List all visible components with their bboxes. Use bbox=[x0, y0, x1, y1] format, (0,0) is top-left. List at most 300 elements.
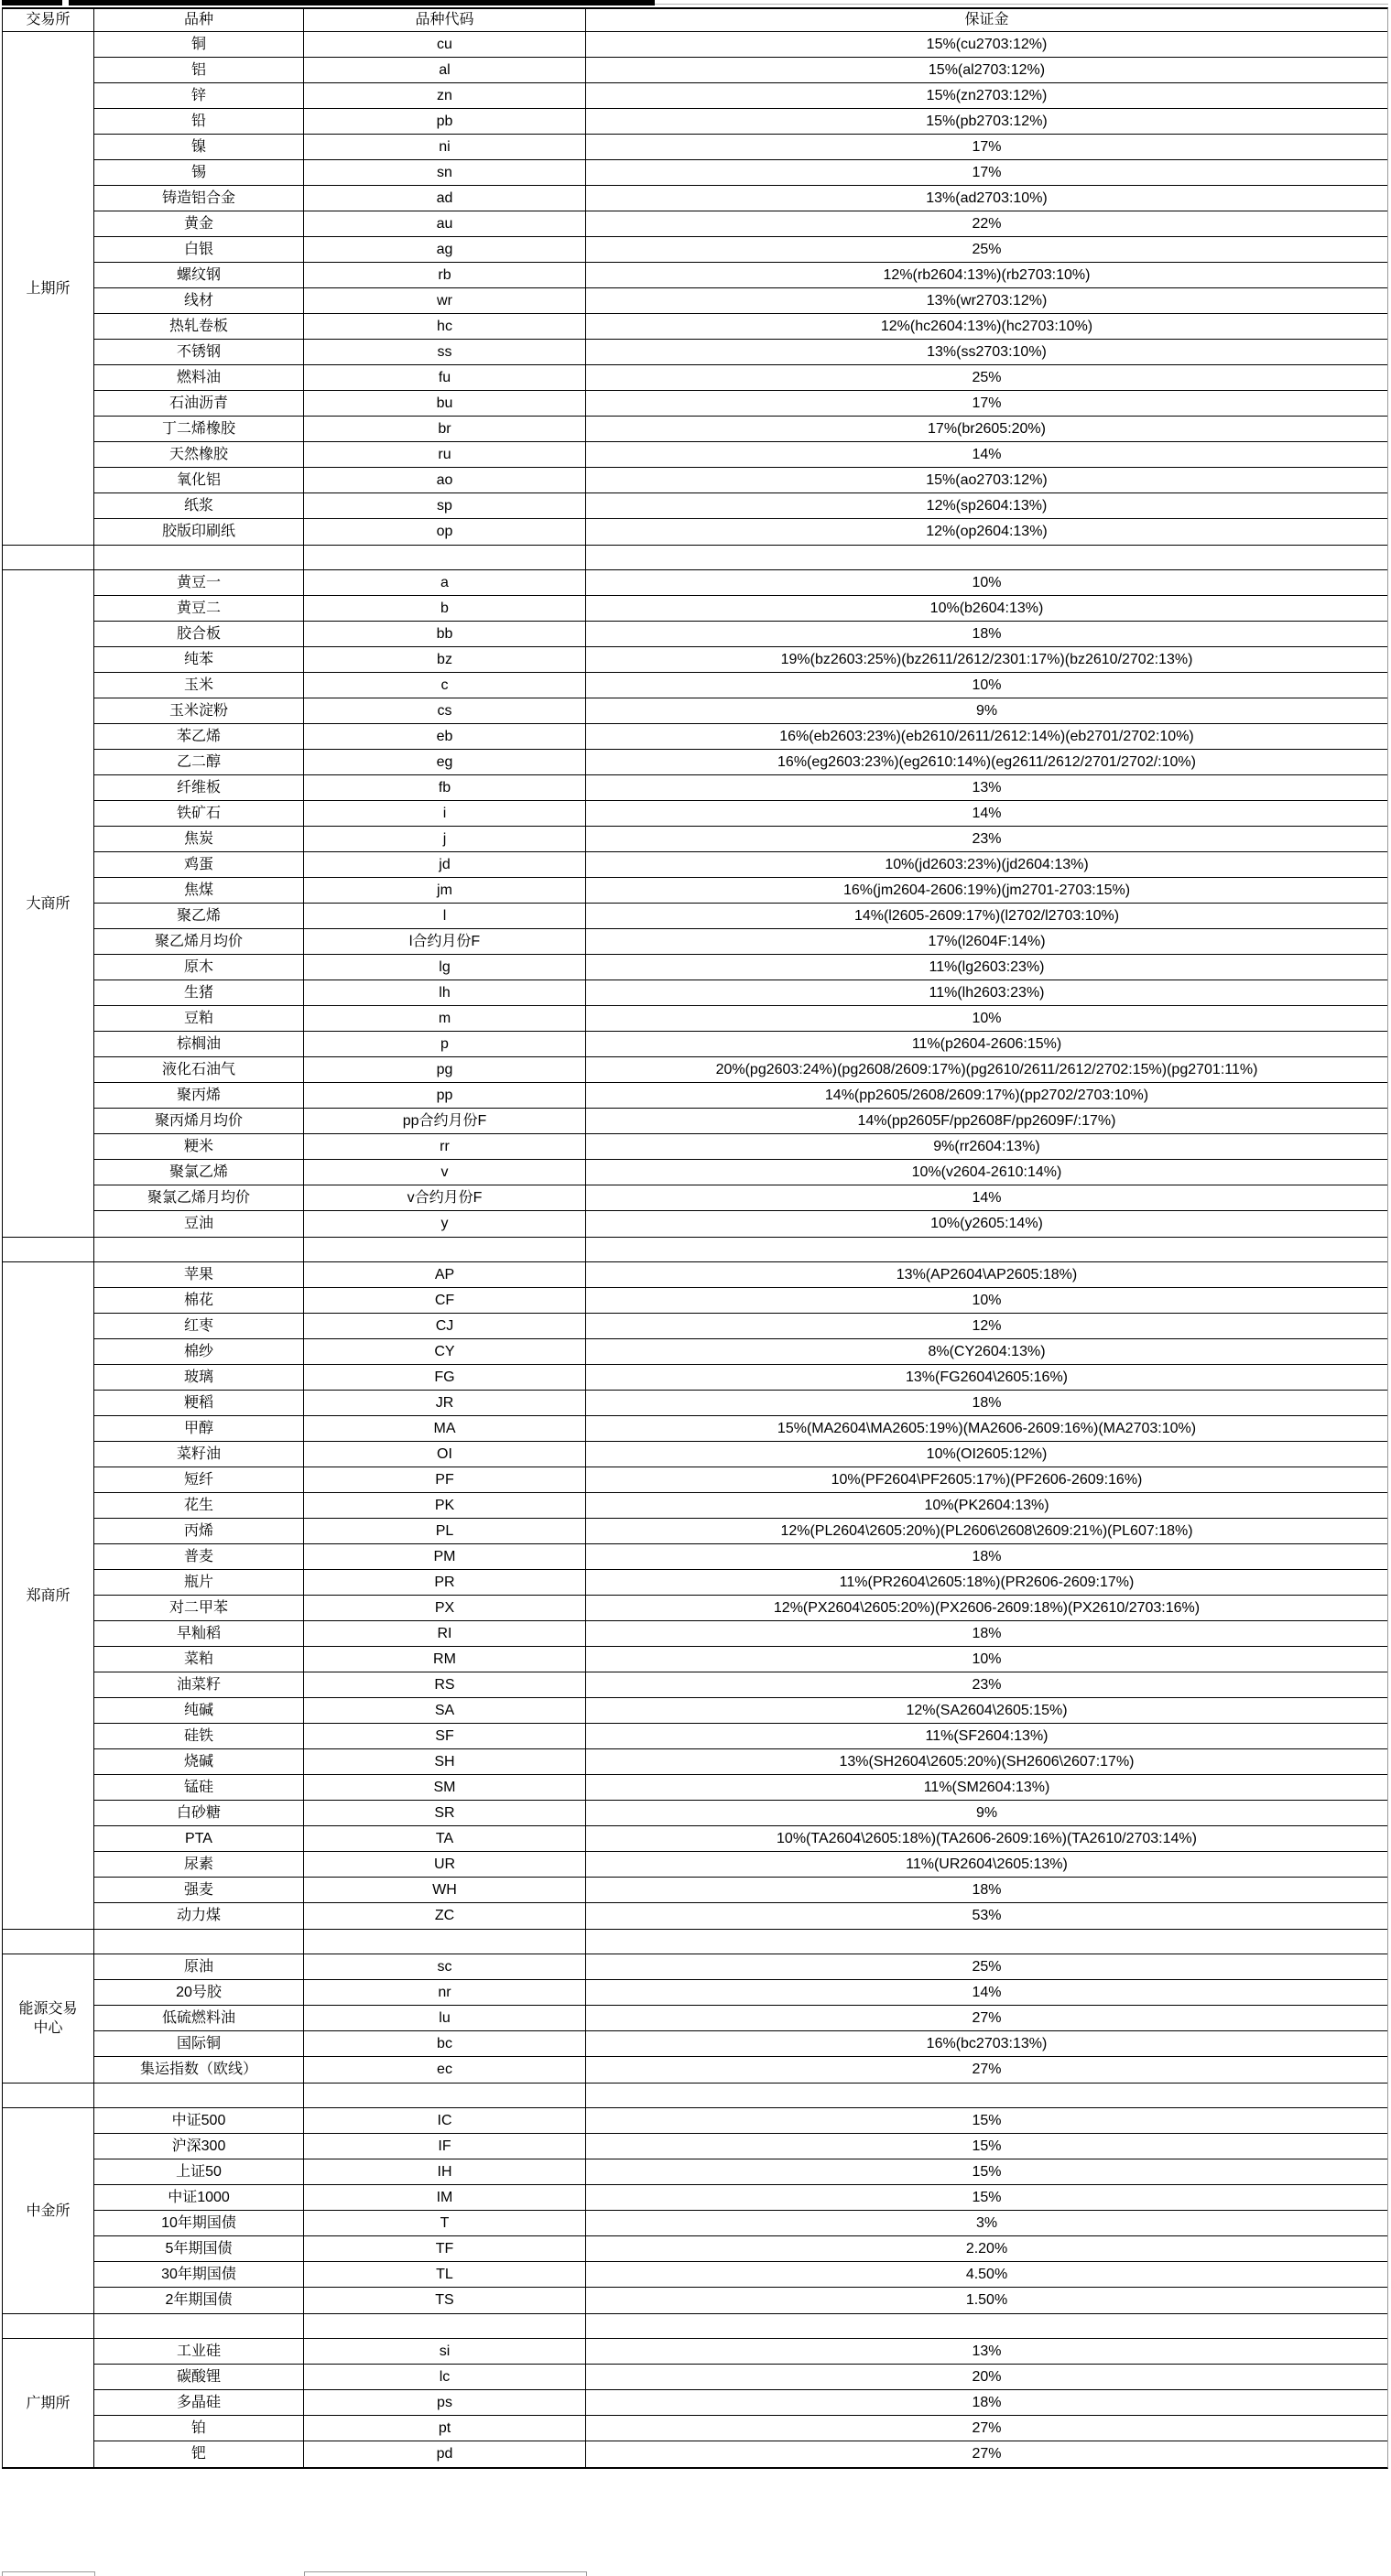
table-row bbox=[94, 1467, 1387, 1493]
table-row bbox=[94, 365, 1387, 391]
bottom-empty-area bbox=[0, 2469, 1391, 2576]
variety-cell: 天然橡胶 bbox=[94, 442, 304, 467]
variety-code-cell: b bbox=[304, 596, 586, 621]
table-row bbox=[94, 775, 1387, 801]
table-row bbox=[94, 340, 1387, 365]
table-row bbox=[94, 1339, 1387, 1365]
table-row bbox=[94, 1211, 1387, 1237]
table-row bbox=[94, 1391, 1387, 1416]
margin-cell: 10%(jd2603:23%)(jd2604:13%) bbox=[885, 857, 1089, 872]
margin-table bbox=[2, 7, 1388, 2469]
table-row bbox=[94, 1801, 1387, 1826]
variety-code-cell: PF bbox=[304, 1467, 586, 1492]
table-row bbox=[94, 750, 1387, 775]
table-row bbox=[94, 2441, 1387, 2467]
variety-code-cell: lu bbox=[304, 2006, 586, 2030]
separator-row bbox=[3, 2313, 1387, 2339]
variety-cell: 热轧卷板 bbox=[94, 314, 304, 339]
margin-cell: 10% bbox=[972, 1011, 1002, 1026]
variety-cell: 液化石油气 bbox=[94, 1057, 304, 1082]
table-body bbox=[3, 32, 1387, 2467]
table-row bbox=[94, 1826, 1387, 1852]
variety-cell: 丙烯 bbox=[94, 1519, 304, 1543]
margin-cell: 17% bbox=[972, 165, 1002, 180]
variety-code-cell: ss bbox=[304, 340, 586, 364]
clipped-cell-sliver bbox=[69, 0, 655, 5]
table-row bbox=[94, 83, 1387, 109]
margin-cell: 10%(PK2604:13%) bbox=[924, 1498, 1049, 1513]
margin-cell: 16%(eb2603:23%)(eb2610/2611/2612:14%)(eb2701/2702:10%) bbox=[779, 729, 1194, 744]
variety-code-cell: ps bbox=[304, 2390, 586, 2415]
margin-cell: 14% bbox=[972, 447, 1002, 462]
margin-cell: 15% bbox=[972, 2164, 1002, 2180]
margin-cell: 10% bbox=[972, 1293, 1002, 1308]
variety-cell: 棉花 bbox=[94, 1288, 304, 1313]
variety-cell: 尿素 bbox=[94, 1852, 304, 1877]
table-row bbox=[94, 2262, 1387, 2288]
exchange-name-cell bbox=[3, 1954, 94, 2083]
variety-cell: 纤维板 bbox=[94, 775, 304, 800]
separator-cell bbox=[304, 2084, 586, 2107]
variety-cell: 铅 bbox=[94, 109, 304, 134]
table-row bbox=[94, 1442, 1387, 1467]
separator-cell bbox=[304, 1930, 586, 1954]
exchange-name-cell bbox=[3, 1262, 94, 1929]
header-exchange: 交易所 bbox=[3, 9, 94, 31]
variety-code-cell: ni bbox=[304, 135, 586, 159]
variety-code-cell: AP bbox=[304, 1262, 586, 1287]
variety-code-cell: JR bbox=[304, 1391, 586, 1415]
variety-cell: 30年期国债 bbox=[94, 2262, 304, 2287]
variety-cell: 甲醇 bbox=[94, 1416, 304, 1441]
variety-code-cell: sc bbox=[304, 1954, 586, 1979]
separator-cell bbox=[94, 1930, 304, 1954]
variety-code-cell: ru bbox=[304, 442, 586, 467]
separator-row bbox=[3, 545, 1387, 570]
variety-cell: 铜 bbox=[94, 32, 304, 57]
variety-cell: 黄豆二 bbox=[94, 596, 304, 621]
variety-cell: 胶版印刷纸 bbox=[94, 519, 304, 545]
table-row bbox=[94, 1160, 1387, 1185]
variety-cell: 氧化铝 bbox=[94, 468, 304, 492]
table-row bbox=[94, 2211, 1387, 2236]
variety-code-cell: al bbox=[304, 58, 586, 82]
variety-cell: 铸造铝合金 bbox=[94, 186, 304, 211]
variety-code-cell: eb bbox=[304, 724, 586, 749]
margin-cell: 8%(CY2604:13%) bbox=[928, 1344, 1046, 1359]
variety-code-cell: SH bbox=[304, 1749, 586, 1774]
variety-cell: 焦炭 bbox=[94, 827, 304, 851]
margin-cell: 10%(y2605:14%) bbox=[930, 1216, 1043, 1231]
table-row bbox=[94, 1314, 1387, 1339]
table-row bbox=[94, 1621, 1387, 1647]
margin-cell: 15% bbox=[972, 2113, 1002, 2128]
table-row bbox=[94, 314, 1387, 340]
exchange-section bbox=[3, 32, 1387, 545]
variety-cell: 聚丙烯月均价 bbox=[94, 1109, 304, 1133]
table-row bbox=[94, 1775, 1387, 1801]
variety-code-cell: IC bbox=[304, 2108, 586, 2133]
clipped-gridline bbox=[2, 2571, 94, 2572]
margin-cell: 53% bbox=[972, 1908, 1002, 1923]
exchange-name-cell bbox=[3, 2108, 94, 2313]
variety-cell: 短纤 bbox=[94, 1467, 304, 1492]
separator-cell bbox=[304, 1238, 586, 1261]
variety-code-cell: MA bbox=[304, 1416, 586, 1441]
variety-code-cell: jm bbox=[304, 878, 586, 903]
variety-cell: 铁矿石 bbox=[94, 801, 304, 826]
variety-code-cell: si bbox=[304, 2339, 586, 2364]
margin-cell: 13% bbox=[972, 780, 1002, 796]
table-row bbox=[94, 1852, 1387, 1878]
variety-code-cell: hc bbox=[304, 314, 586, 339]
margin-cell: 14% bbox=[972, 806, 1002, 821]
table-row bbox=[94, 1032, 1387, 1057]
variety-cell: 原油 bbox=[94, 1954, 304, 1979]
variety-cell: 动力煤 bbox=[94, 1903, 304, 1929]
variety-code-cell: ec bbox=[304, 2057, 586, 2083]
variety-cell: 粳稻 bbox=[94, 1391, 304, 1415]
variety-code-cell: IF bbox=[304, 2134, 586, 2159]
variety-code-cell: RS bbox=[304, 1672, 586, 1697]
margin-cell: 4.50% bbox=[965, 2267, 1008, 2282]
margin-cell: 11%(PR2604\2605:18%)(PR2606-2609:17%) bbox=[839, 1575, 1135, 1590]
margin-cell: 11%(SF2604:13%) bbox=[925, 1728, 1049, 1744]
table-row bbox=[94, 622, 1387, 647]
variety-cell: 黄金 bbox=[94, 211, 304, 236]
table-row bbox=[94, 878, 1387, 904]
variety-cell: 镍 bbox=[94, 135, 304, 159]
variety-code-cell: PX bbox=[304, 1596, 586, 1620]
variety-cell: 棕榈油 bbox=[94, 1032, 304, 1056]
variety-code-cell: l合约月份F bbox=[304, 929, 586, 954]
variety-code-cell: nr bbox=[304, 1980, 586, 2005]
variety-code-cell: TL bbox=[304, 2262, 586, 2287]
margin-cell: 16%(eg2603:23%)(eg2610:14%)(eg2611/2612/2701/2702/:10%) bbox=[777, 754, 1196, 770]
table-row bbox=[94, 1262, 1387, 1288]
exchange-rows bbox=[94, 1262, 1387, 1929]
variety-code-cell: PK bbox=[304, 1493, 586, 1518]
variety-cell: 聚氯乙烯 bbox=[94, 1160, 304, 1185]
margin-cell: 14% bbox=[972, 1190, 1002, 1206]
variety-code-cell: CY bbox=[304, 1339, 586, 1364]
margin-cell: 13%(ad2703:10%) bbox=[926, 190, 1048, 206]
variety-code-cell: TF bbox=[304, 2236, 586, 2261]
header-variety-code: 品种代码 bbox=[304, 9, 586, 31]
exchange-name-cell bbox=[3, 32, 94, 545]
table-row bbox=[94, 2006, 1387, 2031]
table-row bbox=[94, 417, 1387, 442]
margin-cell: 10%(PF2604\PF2605:17%)(PF2606-2609:16%) bbox=[831, 1472, 1143, 1488]
margin-cell: 12%(PL2604\2605:20%)(PL2606\2608\2609:21%)(PL607:18%) bbox=[780, 1523, 1193, 1539]
margin-cell: 15% bbox=[972, 2190, 1002, 2205]
exchange-name: 中金所 bbox=[26, 2203, 71, 2219]
variety-code-cell: bc bbox=[304, 2031, 586, 2056]
variety-code-cell: rr bbox=[304, 1134, 586, 1159]
variety-code-cell: a bbox=[304, 570, 586, 595]
variety-code-cell: pg bbox=[304, 1057, 586, 1082]
variety-code-cell: IM bbox=[304, 2185, 586, 2210]
table-row bbox=[94, 1749, 1387, 1775]
table-row bbox=[94, 1954, 1387, 1980]
variety-code-cell: SR bbox=[304, 1801, 586, 1825]
variety-cell: 中证500 bbox=[94, 2108, 304, 2133]
variety-cell: 纸浆 bbox=[94, 493, 304, 518]
margin-cell: 12%(SA2604\2605:15%) bbox=[906, 1703, 1068, 1718]
variety-cell: 粳米 bbox=[94, 1134, 304, 1159]
variety-cell: 5年期国债 bbox=[94, 2236, 304, 2261]
separator-row bbox=[3, 1929, 1387, 1954]
margin-cell: 17% bbox=[972, 395, 1002, 411]
margin-cell: 20% bbox=[972, 2369, 1002, 2385]
variety-cell: 不锈钢 bbox=[94, 340, 304, 364]
margin-cell: 15%(MA2604\MA2605:19%)(MA2606-2609:16%)(MA2703:10%) bbox=[777, 1421, 1197, 1436]
clipped-gridline bbox=[304, 2571, 586, 2572]
variety-code-cell: CF bbox=[304, 1288, 586, 1313]
table-row bbox=[94, 58, 1387, 83]
table-row bbox=[94, 904, 1387, 929]
variety-code-cell: PL bbox=[304, 1519, 586, 1543]
variety-code-cell: au bbox=[304, 211, 586, 236]
clipped-row-above-header bbox=[0, 0, 1391, 7]
separator-cell bbox=[3, 1238, 94, 1261]
variety-code-cell: FG bbox=[304, 1365, 586, 1390]
variety-code-cell: cs bbox=[304, 698, 586, 723]
margin-cell: 10% bbox=[972, 677, 1002, 693]
margin-cell: 13%(wr2703:12%) bbox=[926, 293, 1048, 308]
variety-code-cell: IH bbox=[304, 2159, 586, 2184]
variety-code-cell: TA bbox=[304, 1826, 586, 1851]
variety-cell: 玻璃 bbox=[94, 1365, 304, 1390]
variety-cell: 集运指数（欧线） bbox=[94, 2057, 304, 2083]
table-row bbox=[94, 288, 1387, 314]
table-row bbox=[94, 955, 1387, 980]
margin-cell: 10%(OI2605:12%) bbox=[926, 1446, 1048, 1462]
margin-cell: 19%(bz2603:25%)(bz2611/2612/2301:17%)(bz2610/2702:13%) bbox=[780, 652, 1193, 667]
variety-cell: 沪深300 bbox=[94, 2134, 304, 2159]
margin-cell: 16%(jm2604-2606:19%)(jm2701-2703:15%) bbox=[842, 882, 1131, 898]
table-row bbox=[94, 1519, 1387, 1544]
clipped-gridline bbox=[655, 4, 1388, 5]
separator-cell bbox=[94, 2084, 304, 2107]
margin-cell: 13% bbox=[972, 2343, 1002, 2359]
table-row bbox=[94, 2031, 1387, 2057]
separator-cell bbox=[94, 1238, 304, 1261]
variety-cell: 菜粕 bbox=[94, 1647, 304, 1672]
variety-cell: PTA bbox=[94, 1826, 304, 1851]
clipped-gridline bbox=[94, 2571, 95, 2576]
variety-cell: 黄豆一 bbox=[94, 570, 304, 595]
variety-cell: 低硫燃料油 bbox=[94, 2006, 304, 2030]
table-row bbox=[94, 852, 1387, 878]
variety-cell: 丁二烯橡胶 bbox=[94, 417, 304, 441]
exchange-section bbox=[3, 570, 1387, 1237]
exchange-section bbox=[3, 2339, 1387, 2467]
margin-cell: 3% bbox=[975, 2215, 998, 2231]
variety-code-cell: lh bbox=[304, 980, 586, 1005]
table-row bbox=[94, 1903, 1387, 1929]
table-row bbox=[94, 263, 1387, 288]
margin-cell: 17% bbox=[972, 139, 1002, 155]
clipped-gridline bbox=[586, 2571, 587, 2576]
table-row bbox=[94, 2236, 1387, 2262]
variety-code-cell: PR bbox=[304, 1570, 586, 1595]
variety-cell: 螺纹钢 bbox=[94, 263, 304, 287]
separator-cell bbox=[3, 1930, 94, 1954]
exchange-name: 广期所 bbox=[26, 2395, 71, 2411]
table-row bbox=[94, 135, 1387, 160]
variety-code-cell: pp bbox=[304, 1083, 586, 1108]
variety-code-cell: zn bbox=[304, 83, 586, 108]
table-row bbox=[94, 2185, 1387, 2211]
separator-cell bbox=[3, 546, 94, 569]
clipped-gridline bbox=[2, 2571, 3, 2576]
variety-code-cell: op bbox=[304, 519, 586, 545]
variety-cell: 碳酸锂 bbox=[94, 2365, 304, 2389]
margin-cell: 15%(zn2703:12%) bbox=[926, 88, 1048, 103]
table-row bbox=[94, 2339, 1387, 2365]
margin-cell: 27% bbox=[972, 2446, 1002, 2462]
variety-code-cell: l bbox=[304, 904, 586, 928]
variety-cell: 普麦 bbox=[94, 1544, 304, 1569]
variety-cell: 硅铁 bbox=[94, 1724, 304, 1748]
exchange-name: 大商所 bbox=[26, 895, 71, 912]
variety-cell: 原木 bbox=[94, 955, 304, 980]
variety-code-cell: wr bbox=[304, 288, 586, 313]
variety-cell: 上证50 bbox=[94, 2159, 304, 2184]
margin-cell: 15%(pb2703:12%) bbox=[926, 114, 1048, 129]
margin-cell: 10%(v2604-2610:14%) bbox=[911, 1164, 1062, 1180]
margin-cell: 9% bbox=[975, 703, 998, 719]
variety-cell: 鸡蛋 bbox=[94, 852, 304, 877]
variety-code-cell: v bbox=[304, 1160, 586, 1185]
exchange-rows bbox=[94, 2339, 1387, 2467]
table-row bbox=[94, 391, 1387, 417]
variety-cell: 乙二醇 bbox=[94, 750, 304, 774]
variety-cell: 聚乙烯 bbox=[94, 904, 304, 928]
variety-cell: 焦煤 bbox=[94, 878, 304, 903]
variety-code-cell: i bbox=[304, 801, 586, 826]
margin-cell: 13%(SH2604\2605:20%)(SH2606\2607:17%) bbox=[839, 1754, 1135, 1770]
variety-cell: 豆粕 bbox=[94, 1006, 304, 1031]
variety-code-cell: pd bbox=[304, 2441, 586, 2467]
table-row bbox=[94, 1493, 1387, 1519]
table-row bbox=[94, 1006, 1387, 1032]
table-row bbox=[94, 1672, 1387, 1698]
margin-cell: 17%(l2604F:14%) bbox=[928, 934, 1046, 949]
table-row bbox=[94, 493, 1387, 519]
variety-code-cell: SA bbox=[304, 1698, 586, 1723]
variety-cell: 2年期国债 bbox=[94, 2288, 304, 2313]
table-row bbox=[94, 929, 1387, 955]
table-row bbox=[94, 160, 1387, 186]
table-row bbox=[94, 1109, 1387, 1134]
table-row bbox=[94, 1185, 1387, 1211]
margin-cell: 15% bbox=[972, 2138, 1002, 2154]
table-row bbox=[94, 1544, 1387, 1570]
variety-cell: 铂 bbox=[94, 2416, 304, 2441]
variety-cell: 棉纱 bbox=[94, 1339, 304, 1364]
margin-cell: 12%(sp2604:13%) bbox=[926, 498, 1048, 514]
margin-cell: 9% bbox=[975, 1805, 998, 1821]
variety-code-cell: OI bbox=[304, 1442, 586, 1467]
variety-cell: 石油沥青 bbox=[94, 391, 304, 416]
variety-code-cell: T bbox=[304, 2211, 586, 2235]
margin-cell: 27% bbox=[972, 2420, 1002, 2436]
table-row bbox=[94, 237, 1387, 263]
separator-cell bbox=[3, 2084, 94, 2107]
variety-cell: 对二甲苯 bbox=[94, 1596, 304, 1620]
table-row bbox=[94, 468, 1387, 493]
variety-cell: 花生 bbox=[94, 1493, 304, 1518]
variety-cell: 工业硅 bbox=[94, 2339, 304, 2364]
margin-cell: 11%(UR2604\2605:13%) bbox=[906, 1856, 1068, 1872]
separator-cell bbox=[304, 2314, 586, 2338]
variety-cell: 燃料油 bbox=[94, 365, 304, 390]
margin-cell: 18% bbox=[972, 626, 1002, 642]
margin-cell: 11%(SM2604:13%) bbox=[923, 1780, 1050, 1795]
margin-cell: 14%(l2605-2609:17%)(l2702/l2703:10%) bbox=[853, 908, 1120, 924]
margin-cell: 27% bbox=[972, 2010, 1002, 2026]
margin-cell: 14% bbox=[972, 1985, 1002, 2000]
variety-cell: 聚氯乙烯月均价 bbox=[94, 1185, 304, 1210]
table-row bbox=[94, 1724, 1387, 1749]
variety-cell: 早籼稻 bbox=[94, 1621, 304, 1646]
variety-code-cell: bu bbox=[304, 391, 586, 416]
variety-code-cell: pt bbox=[304, 2416, 586, 2441]
variety-code-cell: br bbox=[304, 417, 586, 441]
separator-cell bbox=[586, 1238, 1387, 1261]
variety-cell: 瓶片 bbox=[94, 1570, 304, 1595]
margin-cell: 12%(hc2604:13%)(hc2703:10%) bbox=[880, 319, 1093, 334]
variety-code-cell: RI bbox=[304, 1621, 586, 1646]
margin-cell: 13%(FG2604\2605:16%) bbox=[906, 1369, 1068, 1385]
table-row bbox=[94, 519, 1387, 545]
variety-cell: 红枣 bbox=[94, 1314, 304, 1338]
variety-code-cell: bb bbox=[304, 622, 586, 646]
variety-code-cell: SM bbox=[304, 1775, 586, 1800]
margin-cell: 17%(br2605:20%) bbox=[928, 421, 1046, 437]
variety-cell: 铝 bbox=[94, 58, 304, 82]
variety-cell: 钯 bbox=[94, 2441, 304, 2467]
table-row bbox=[94, 109, 1387, 135]
table-row bbox=[94, 596, 1387, 622]
exchange-name-cell bbox=[3, 2339, 94, 2467]
exchange-name: 郑商所 bbox=[26, 1587, 71, 1604]
table-row bbox=[94, 2365, 1387, 2390]
separator-row bbox=[3, 1237, 1387, 1262]
variety-cell: 锌 bbox=[94, 83, 304, 108]
variety-code-cell: UR bbox=[304, 1852, 586, 1877]
separator-cell bbox=[586, 2084, 1387, 2107]
table-row bbox=[94, 32, 1387, 58]
margin-cell: 18% bbox=[972, 1882, 1002, 1898]
variety-code-cell: sp bbox=[304, 493, 586, 518]
margin-cell: 11%(lg2603:23%) bbox=[929, 959, 1045, 975]
separator-cell bbox=[94, 2314, 304, 2338]
variety-cell: 苯乙烯 bbox=[94, 724, 304, 749]
separator-cell bbox=[586, 1930, 1387, 1954]
table-row bbox=[94, 1570, 1387, 1596]
variety-cell: 聚乙烯月均价 bbox=[94, 929, 304, 954]
variety-cell: 玉米淀粉 bbox=[94, 698, 304, 723]
table-row bbox=[94, 1134, 1387, 1160]
variety-code-cell: eg bbox=[304, 750, 586, 774]
variety-code-cell: fb bbox=[304, 775, 586, 800]
variety-cell: 中证1000 bbox=[94, 2185, 304, 2210]
margin-cell: 20%(pg2603:24%)(pg2608/2609:17%)(pg2610/2611/2612/2702:15%)(pg2701:11%) bbox=[715, 1062, 1258, 1077]
margin-cell: 13%(AP2604\AP2605:18%) bbox=[896, 1267, 1078, 1283]
